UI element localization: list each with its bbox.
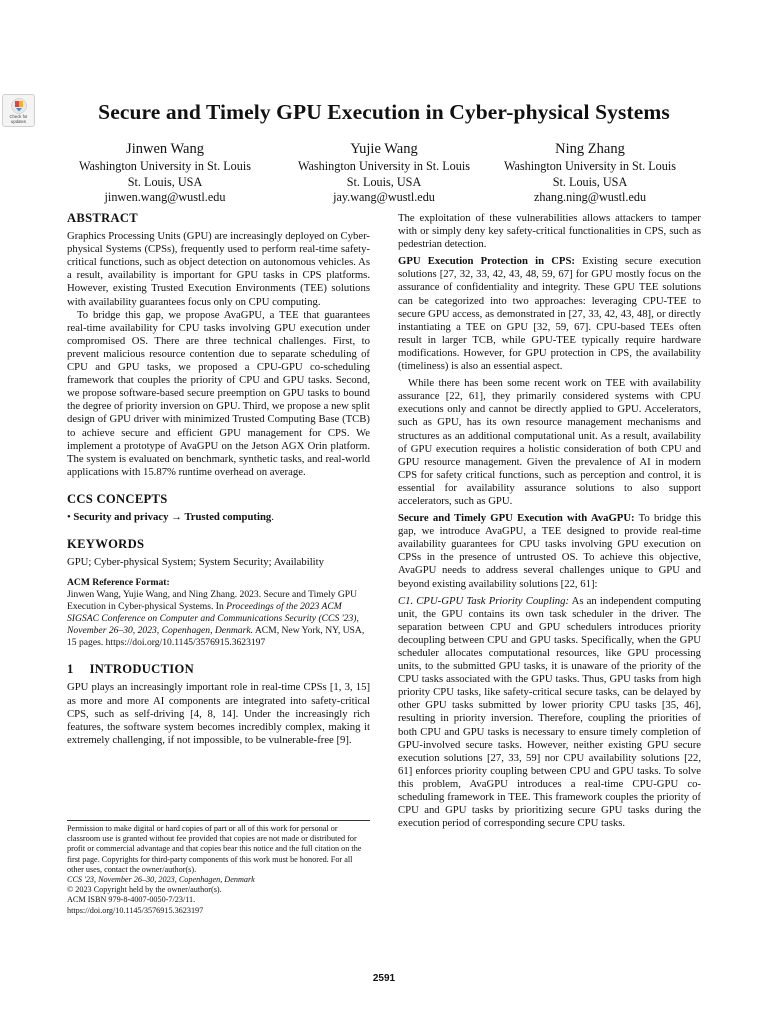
keywords-text: GPU; Cyber-physical System; System Security; Availability bbox=[67, 556, 324, 569]
introduction-heading bbox=[67, 663, 370, 676]
copyright-footnote bbox=[67, 820, 370, 916]
conference-info: CCS '23, November 26–30, 2023, Copenhagen, Denmark bbox=[67, 875, 255, 885]
ccs-arrow: → bbox=[171, 510, 182, 523]
doi-link[interactable]: https://doi.org/10.1145/3576915.3623197 bbox=[67, 905, 204, 915]
author-affiliation: Washington University in St. Louis bbox=[503, 159, 676, 173]
acm-ref-heading: ACM Reference Format: bbox=[67, 577, 170, 589]
right-paragraph-1: The exploitation of these vulnerabilities allows attackers to tamper with or simply deny key safety-critical functionalities in CPS, such as pedestrian detection. bbox=[398, 212, 701, 251]
acm-ref-proceedings: Proceedings of the 2023 ACM SIGSAC Conference on Computer and Communications Security (CCS '23), November 26–30, 2023, Copenhagen, Denmark. bbox=[67, 601, 359, 637]
author-name: Jinwen Wang bbox=[126, 141, 204, 157]
crossmark-icon bbox=[11, 98, 27, 114]
paragraph-lead: GPU Execution Protection in CPS: bbox=[398, 255, 575, 268]
permission-notice: Permission to make digital or hard copies of part or all of this work for personal or classroom use is granted without fee provided that copies are not made or distributed for profit or commercial advantage and that copies bear this notice and the full citation on the first page. Copyrights for third-party components of this work must be honored. For all other uses, contact the owner/author(s). bbox=[67, 824, 362, 874]
author-1 bbox=[60, 140, 270, 206]
ccs-item bbox=[67, 511, 370, 524]
right-paragraph-5 bbox=[398, 595, 701, 831]
author-name: Yujie Wang bbox=[350, 141, 418, 157]
author-3 bbox=[485, 140, 695, 206]
author-email[interactable]: zhang.ning@wustl.edu bbox=[533, 190, 647, 205]
acm-ref-text bbox=[67, 589, 370, 649]
isbn-line: ACM ISBN 979-8-4007-0050-7/23/11. bbox=[67, 895, 196, 905]
left-column bbox=[67, 212, 370, 747]
challenge-lead: C1. CPU-GPU Task Priority Coupling: bbox=[398, 594, 570, 607]
right-paragraph-3: While there has been some recent work on TEE with availability assurance [22, 61], they primarily considered systems with CPU executions only and cannot be directly applied to GPU. Accelerators, such as GPU, has its own resource management mechanisms and structures as an additional computational unit. As a result, availability of GPU execution requires a holistic consideration of both CPU and GPU resource management. Given the prevalence of AI in modern CPS for safety critical functions, such as perception and control, it is essential for availability assurance solutions to also support accelerators, such as GPU. bbox=[398, 377, 701, 507]
paragraph-body: Existing secure execution solutions [27, 32, 33, 42, 43, 48, 59, 67] for GPU mostly focus on the assurance of confidentiality and integrity. These GPU TEE solutions can be categorized into two approaches: leveraging CPU-TEE to secure GPU access, as demonstrated in [27, 33, 42, 43, 48], or directly instantiating a TEE on GPU [32, 59, 67]. CPU-based TEEs often result in larger TCB, while GPU-TEE typically require hardware modifications. However, for GPU protection in CPS, the availability (timeliness) is also an essential aspect. bbox=[398, 255, 701, 373]
ccs-item-part1: Security and privacy bbox=[73, 510, 169, 523]
copyright-line: © 2023 Copyright held by the owner/author(s). bbox=[67, 885, 222, 895]
check-for-updates-badge[interactable] bbox=[2, 94, 35, 127]
author-email[interactable]: jinwen.wang@wustl.edu bbox=[104, 190, 226, 205]
page-number: 2591 bbox=[372, 973, 396, 984]
abstract-paragraph-1: Graphics Processing Units (GPU) are increasingly deployed on Cyber-physical Systems (CPSs), frequently used to perform real-time safety-critical functions, such as object detection on autonomous vehicles. As a result, availability is important for GPU tasks in CPS platforms. However, existing Trusted Execution Environments (TEE) solutions with availability guarantees focus only on CPU computing. bbox=[67, 230, 370, 308]
author-location: St. Louis, USA bbox=[127, 174, 203, 189]
author-affiliation: Washington University in St. Louis bbox=[78, 159, 251, 173]
ccs-heading: CCS CONCEPTS bbox=[67, 491, 168, 506]
author-affiliation: Washington University in St. Louis bbox=[297, 159, 470, 173]
acm-ref-publisher: ACM, New York, NY, USA, 15 pages. https://doi.org/10.1145/3576915.3623197 bbox=[67, 625, 365, 649]
right-paragraph-2 bbox=[398, 255, 701, 373]
paper-title: Secure and Timely GPU Execution in Cyber-physical Systems bbox=[98, 100, 670, 124]
paragraph-lead: Secure and Timely GPU Execution with AvaGPU: bbox=[398, 512, 635, 525]
ccs-item-part2: Trusted computing bbox=[184, 510, 272, 523]
author-name: Ning Zhang bbox=[555, 141, 625, 157]
acm-ref-authors: Jinwen Wang, Yujie Wang, and Ning Zhang. 2023. Secure and Timely GPU Execution in Cyber-physical Systems. In bbox=[67, 589, 358, 613]
author-location: St. Louis, USA bbox=[552, 174, 628, 189]
abstract-heading: ABSTRACT bbox=[67, 211, 138, 225]
right-column bbox=[398, 212, 701, 830]
badge-label: Check for updates bbox=[9, 114, 28, 124]
section-number: 1 bbox=[67, 662, 74, 677]
intro-paragraph-1: GPU plays an increasingly important role in real-time CPSs [1, 3, 15] as more and more AI components are integrated into safety-critical CPS, such as self-driving [4, 8, 14]. Under the increasingly rich features, the software system becomes incredibly complex, making it extremely challenging, if not impossible, to be vulnerable-free [9]. bbox=[67, 681, 370, 746]
ccs-bullet: • bbox=[67, 510, 71, 523]
author-email[interactable]: jay.wang@wustl.edu bbox=[333, 190, 435, 205]
keywords-heading: KEYWORDS bbox=[67, 537, 145, 552]
author-location: St. Louis, USA bbox=[346, 174, 422, 189]
right-paragraph-4 bbox=[398, 512, 701, 591]
author-2 bbox=[279, 140, 489, 206]
abstract-paragraph-2: To bridge this gap, we propose AvaGPU, a TEE that guarantees real-time availability for CPU tasks involving GPU execution under compromised OS. There are three technical challenges. First, to prevent malicious resource contention due to separate scheduling of CPU and GPU tasks, we proposed a CPU-GPU co-scheduling framework that couples the priority of CPU and GPU tasks. Second, we propose software-based secure preemption on GPU tasks to bound the degree of priority inversion on GPU. Third, we propose a new split design of GPU driver with minimized Trusted Computing Base (TCB) to achieve secure and efficient GPU management for CPS. We implement a prototype of AvaGPU on the Jetson AGX Orin platform. The system is evaluated on benchmark, synthetic tasks, and real-world applications with 15.87% runtime overhead on average. bbox=[67, 308, 370, 478]
ccs-period: . bbox=[271, 510, 274, 523]
paragraph-body: As an independent computing unit, the GPU contains its own task scheduler in the driver. The separation between CPU and GPU schedulers introduces priority decoupling between CPU and GPU tasks. Specifically, when the GPU scheduler allocates computational resources, like GPU processing units, to the submitted GPU tasks, it is unaware of the priority of the CPU tasks associated with the GPU tasks. Thus, GPU tasks from high priority CPU tasks, like safety-critical secure tasks, can be delayed by other GPU tasks submitted by lower priority CPU tasks [35, 46], resulting in priority inversion. Therefore, coupling the priorities of both CPU and GPU tasks is necessary to ensure timely completion of GPU-involved secure tasks. However, neither existing GPU secure execution solutions [27, 33, 59] nor CPU availability solutions [22, 61] enforces priority coupling between CPU and GPU tasks. To solve this problem, AvaGPU introduces a real-time CPU-GPU co-scheduling framework in TEE. This framework couples the priority of CPU and GPU tasks by prioritizing secure GPU tasks during the execution period of corresponding secure CPU tasks. bbox=[398, 594, 701, 830]
paragraph-body: To bridge this gap, we introduce AvaGPU, a TEE designed to provide real-time availability guarantees for CPU tasks involving GPU execution on CPSs in the presence of untrusted OS. To achieve this objective, AvaGPU needs to address several challenges unique to GPU and beyond existing availability solutions [22, 61]: bbox=[398, 512, 701, 590]
section-title: INTRODUCTION bbox=[89, 662, 194, 677]
